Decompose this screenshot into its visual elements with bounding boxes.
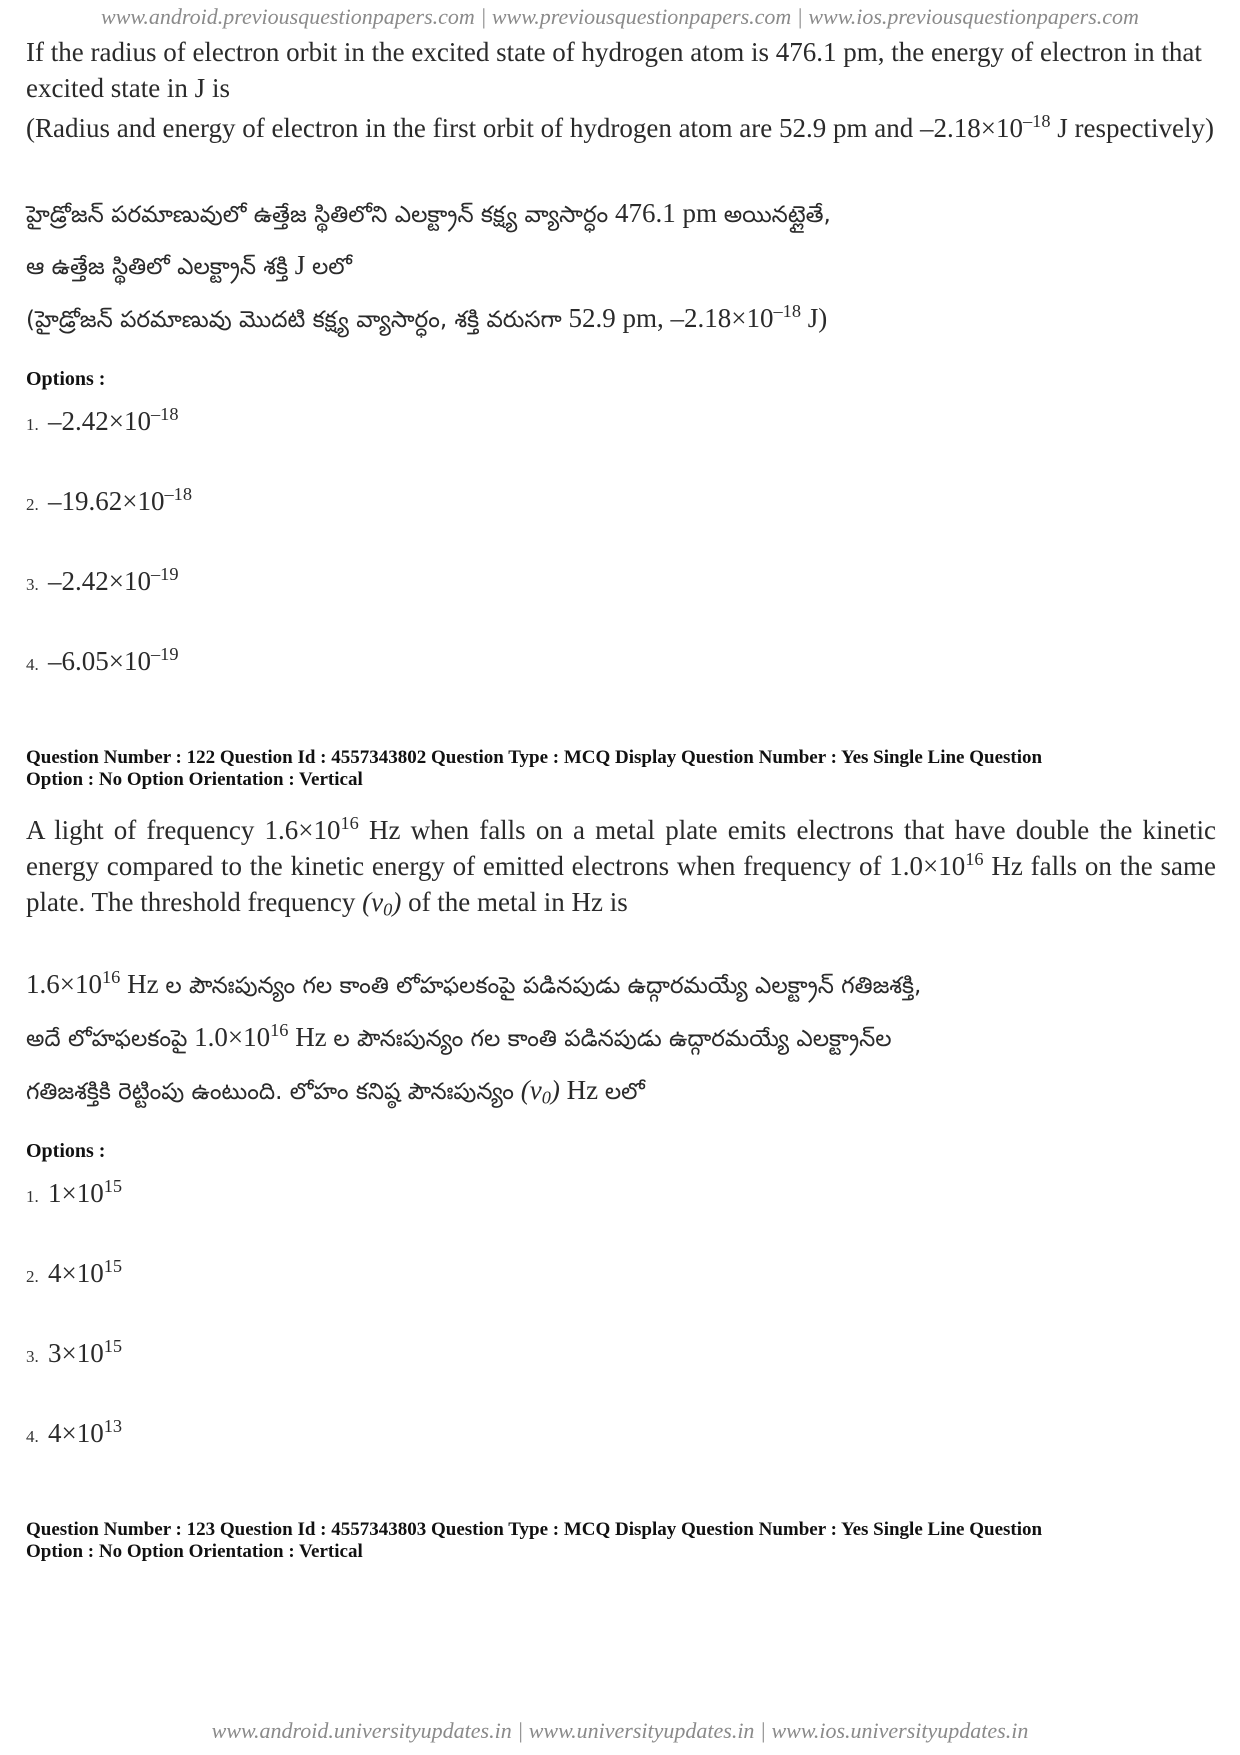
meta-line-1: Question Number : 123 Question Id : 4557343803 Question Type : MCQ Display Question Number : Yes Single Line Question	[26, 1519, 1043, 1541]
option-item[interactable]: 1. $-2.42\times 10^{-18}$	[26, 404, 179, 437]
options-list	[26, 397, 1216, 677]
meta-line-2: Option : No Option Orientation : Vertical	[26, 1540, 363, 1562]
question-note: (Radius and energy of electron in the first orbit of hydrogen atom are 52.9 pm and $-2.18\times 10^{-18}$ J respectively)	[26, 111, 1214, 144]
question-text-english: A light of frequency $1.6\times 10^{16}$ Hz when falls on a metal plate emits electrons that have double the kinetic energy compared to the kinetic energy of emitted electrons when frequency of $1.0\times 10^{16}$ Hz falls on the same plate. The threshold frequency $(\nu_0)$ of the metal in Hz is	[26, 812, 1216, 920]
question-text-telugu	[26, 958, 1216, 1116]
question-121	[26, 34, 1216, 677]
options-list	[26, 1169, 1216, 1449]
watermark-bottom: www.android.universityupdates.in | www.universityupdates.in | www.ios.universityupdates.in	[211, 1718, 1029, 1743]
question-meta-123	[26, 1519, 1226, 1562]
options-label: Options :	[26, 1140, 106, 1163]
telugu-line-1: హైడ్రోజన్ పరమాణువులో ఉత్తేజ స్థితిలోని ఎలక్ట్రాన్ కక్ష్య వ్యాసార్ధం 476.1 pm అయినట్లైతే,	[26, 197, 831, 228]
meta-line-1: Question Number : 122 Question Id : 4557343802 Question Type : MCQ Display Question Number : Yes Single Line Question	[26, 747, 1043, 769]
telugu-line-3: (హైడ్రోజన్ పరమాణువు మొదటి కక్ష్య వ్యాసార్ధం, శక్తి వరుసగా 52.9 pm, $-2.18\times 10^{-18}$ J)	[26, 300, 828, 333]
question-text-english	[26, 34, 1216, 147]
telugu-line-3: గతిజశక్తికి రెట్టింపు ఉంటుంది. లోహం కనిష్ఠ పౌనఃపున్యం $(\nu_0)$ Hz లలో	[26, 1074, 645, 1108]
watermark-top: www.android.previousquestionpapers.com | www.previousquestionpapers.com | www.ios.previousquestionpapers.com	[101, 4, 1139, 29]
option-item[interactable]: 4. $-6.05\times 10^{-19}$	[26, 644, 179, 677]
question-stem: If the radius of electron orbit in the excited state of hydrogen atom is 476.1 pm, the energy of electron in that excited state in J is	[26, 37, 1202, 104]
telugu-line-2: అదే లోహఫలకంపై $1.0\times 10^{16}$ Hz ల పౌనఃపున్యం గల కాంతి పడినపుడు ఉద్గారమయ్యే ఎలక్ట్రాన్‌ల	[26, 1020, 892, 1053]
option-item[interactable]: 3. $3\times 10^{15}$	[26, 1336, 123, 1369]
question-page	[26, 34, 1216, 1584]
options-label: Options :	[26, 368, 106, 391]
question-122	[26, 812, 1216, 1449]
meta-line-2: Option : No Option Orientation : Vertical	[26, 768, 363, 790]
option-item[interactable]: 2. $4\times 10^{15}$	[26, 1256, 123, 1289]
telugu-line-2: ఆ ఉత్తేజ స్థితిలో ఎలక్ట్రాన్ శక్తి J లలో	[26, 250, 352, 281]
option-item[interactable]: 3. $-2.42\times 10^{-19}$	[26, 564, 179, 597]
question-meta-122	[26, 747, 1226, 790]
question-text-telugu	[26, 187, 1216, 345]
option-item[interactable]: 2. $-19.62\times 10^{-18}$	[26, 484, 193, 517]
telugu-line-1: $1.6\times 10^{16}$ Hz ల పౌనఃపున్యం గల కాంతి లోహఫలకంపై పడినపుడు ఉద్గారమయ్యే ఎలక్ట్రాన్ గతిజశక్తి,	[26, 967, 922, 1000]
option-item[interactable]: 1. $1\times 10^{15}$	[26, 1176, 123, 1209]
option-item[interactable]: 4. $4\times 10^{13}$	[26, 1416, 123, 1449]
